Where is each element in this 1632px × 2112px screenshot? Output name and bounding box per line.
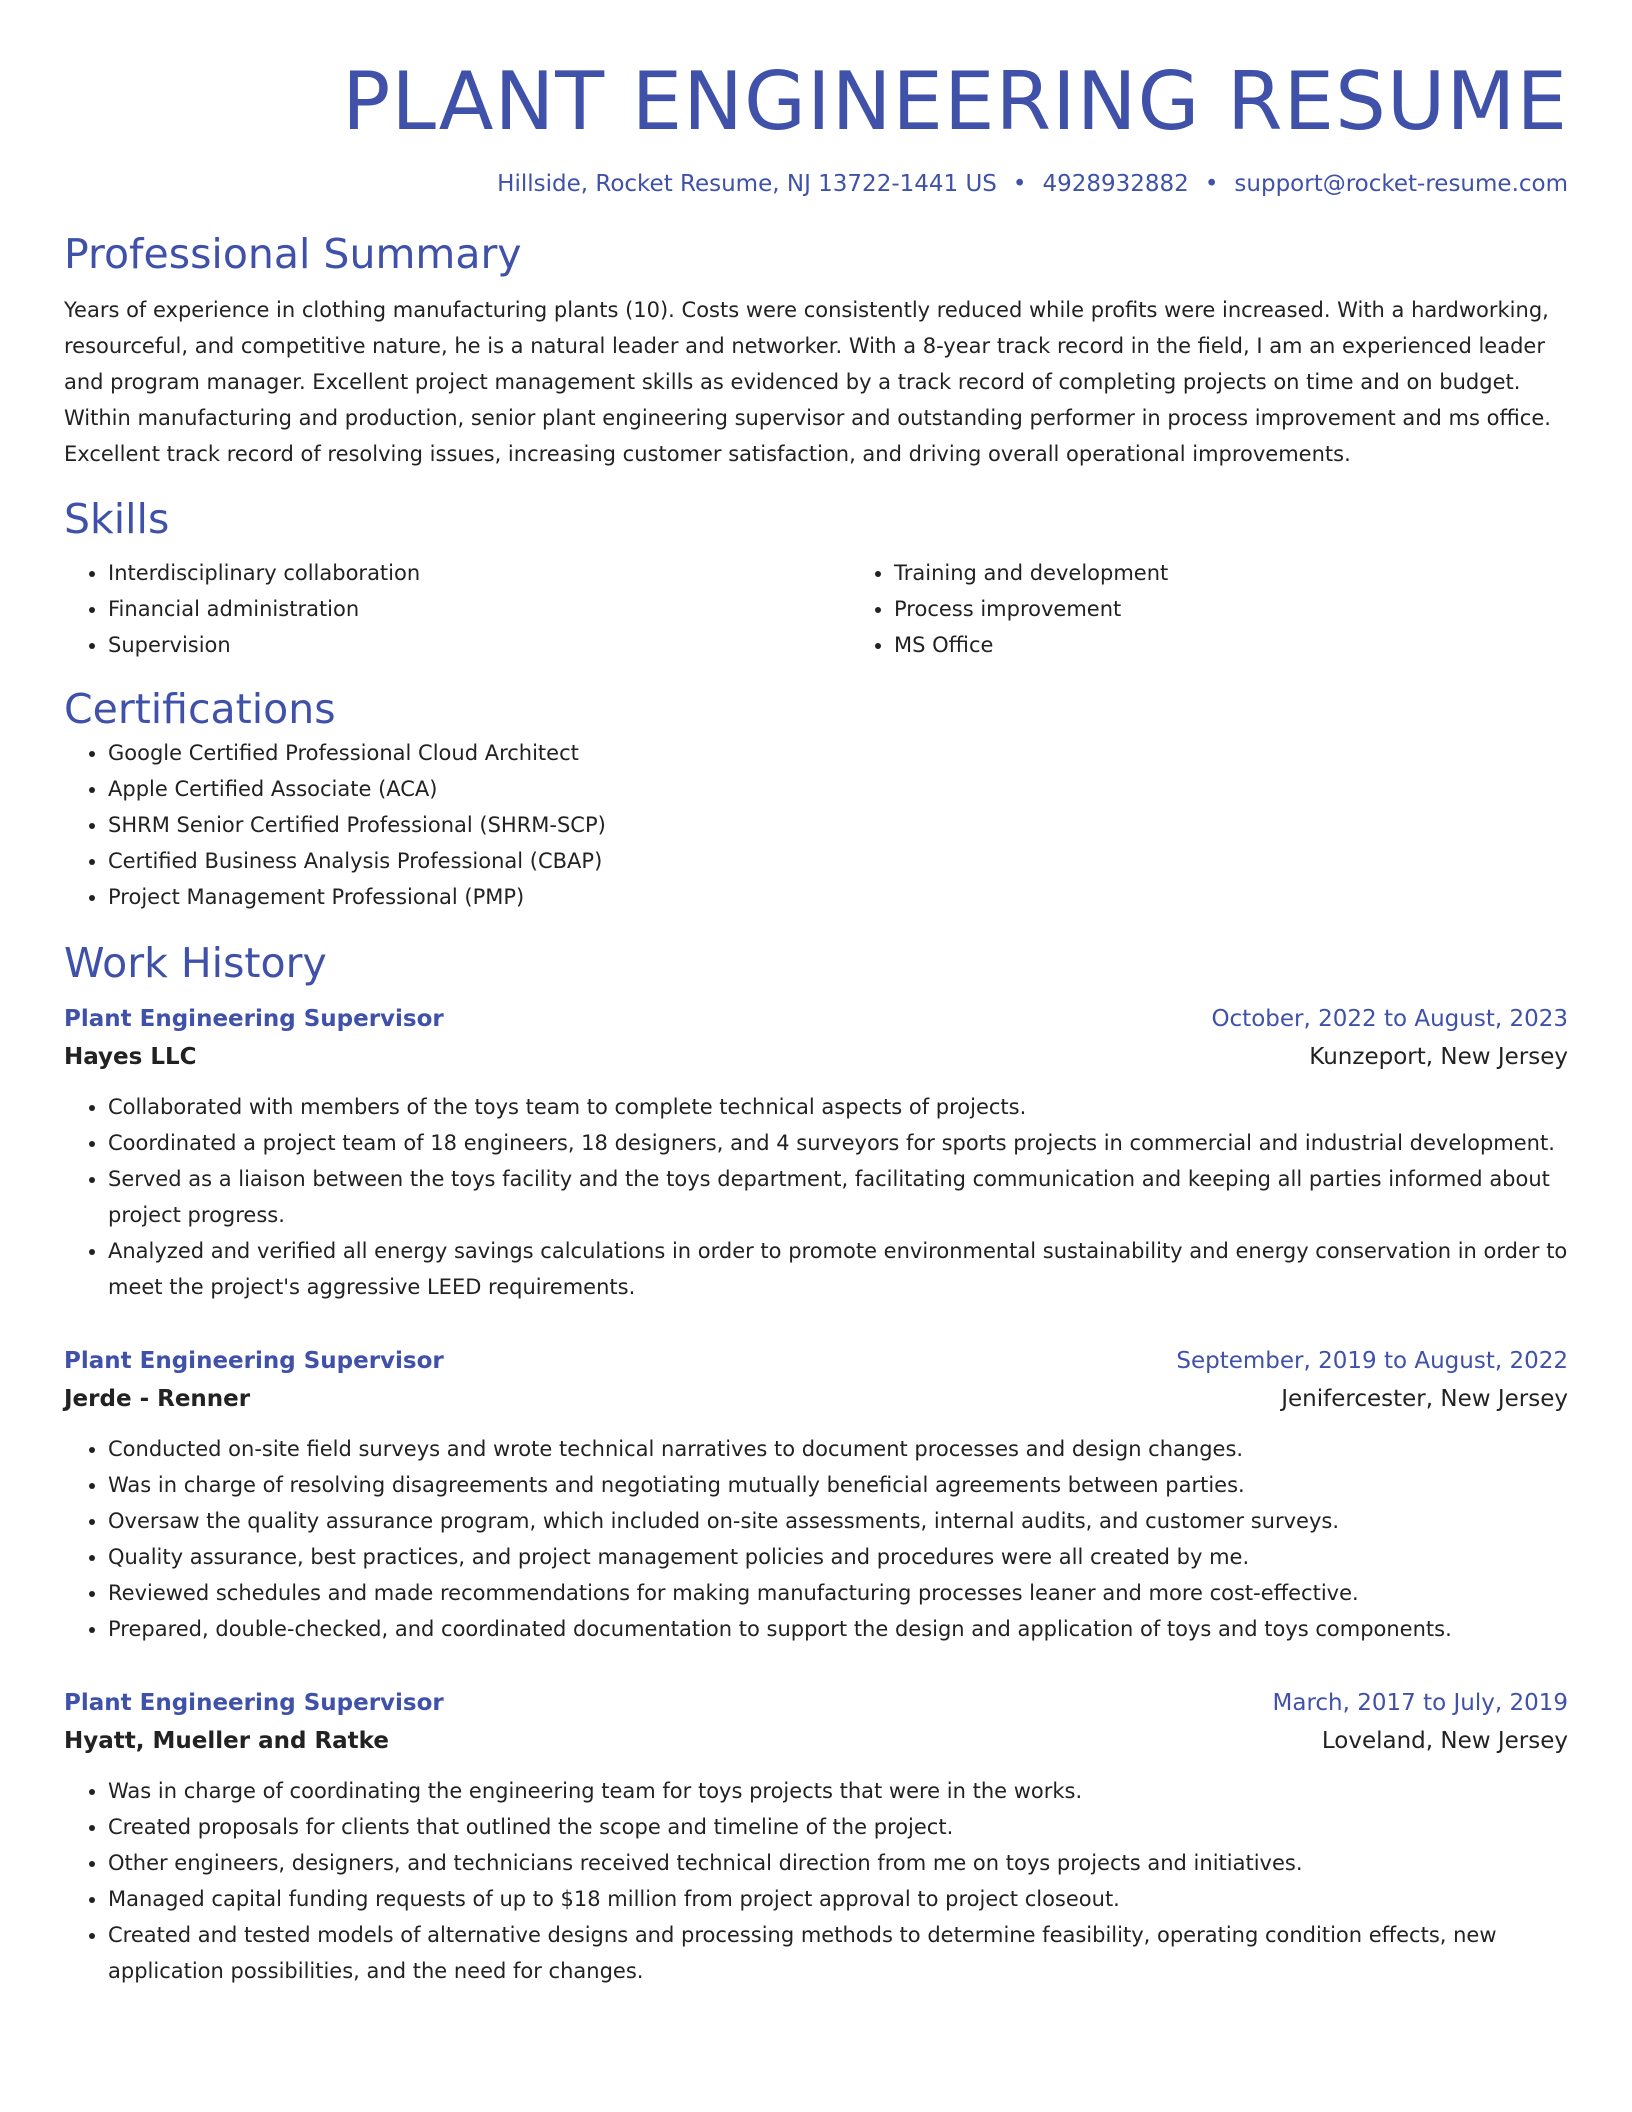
job-role: Plant Engineering Supervisor — [64, 1690, 444, 1716]
job-bullet: • Conducted on-site field surveys and wrote technical narratives to document processes and design changes. — [108, 1431, 1568, 1467]
skill-item: • Training and development — [894, 555, 1632, 591]
job-header-row — [64, 1685, 1568, 1721]
certification-item: • Google Certified Professional Cloud Architect — [108, 735, 1568, 771]
skill-item: • Interdisciplinary collaboration — [108, 555, 850, 591]
job-bullet: • Analyzed and verified all energy savings calculations in order to promote environmental sustainability and energy conservation in order to meet the project's aggressive LEED requirements. — [108, 1233, 1568, 1305]
job-entry — [64, 1685, 1568, 1989]
summary-section — [64, 228, 1568, 472]
job-role: Plant Engineering Supervisor — [64, 1348, 444, 1374]
skill-item: • MS Office — [894, 627, 1632, 663]
job-bullets — [64, 1089, 1568, 1305]
job-bullet: • Oversaw the quality assurance program, which included on-site assessments, internal audits, and customer surveys. — [108, 1503, 1568, 1539]
job-bullet: • Served as a liaison between the toys facility and the toys department, facilitating communication and keeping all parties informed about project progress. — [108, 1161, 1568, 1233]
job-location: Jenifercester, New Jersey — [1281, 1386, 1568, 1412]
contact-line — [64, 168, 1568, 200]
job-bullet: • Coordinated a project team of 18 engineers, 18 designers, and 4 surveyors for sports projects in commercial and industrial development. — [108, 1125, 1568, 1161]
skill-item: • Supervision — [108, 627, 850, 663]
job-company-row — [64, 1037, 1568, 1077]
job-bullet: • Created proposals for clients that outlined the scope and timeline of the project. — [108, 1809, 1568, 1845]
certifications-heading: Certifications — [64, 685, 336, 733]
job-dates: September, 2019 to August, 2022 — [1176, 1348, 1568, 1374]
job-role: Plant Engineering Supervisor — [64, 1006, 444, 1032]
summary-text: Years of experience in clothing manufacturing plants (10). Costs were consistently reduced while profits were increased. With a hardworking, resourceful, and competitive nature, he is a natural leader and networker. With a 8-year track record in the field, I am an experienced leader and program manager. Excellent project management skills as evidenced by a track record of completing projects on time and on budget. Within manufacturing and production, senior plant engineering supervisor and outstanding performer in process improvement and ms office. Excellent track record of resolving issues, increasing customer satisfaction, and driving overall operational improvements. — [64, 298, 1551, 466]
contact-separator: • — [1204, 171, 1219, 197]
job-company: Hayes LLC — [64, 1044, 197, 1070]
certification-item: • SHRM Senior Certified Professional (SHRM-SCP) — [108, 807, 1568, 843]
job-dates: March, 2017 to July, 2019 — [1272, 1690, 1568, 1716]
job-entry — [64, 1001, 1568, 1305]
job-company-row — [64, 1721, 1568, 1761]
certification-item: • Certified Business Analysis Professional (CBAP) — [108, 843, 1568, 879]
contact-phone[interactable]: 4928932882 — [1042, 171, 1189, 197]
work-history-heading: Work History — [64, 939, 327, 987]
job-location: Kunzeport, New Jersey — [1309, 1044, 1568, 1070]
job-header-row — [64, 1343, 1568, 1379]
skills-left-list — [64, 555, 850, 663]
job-bullets — [64, 1431, 1568, 1647]
skills-right-list — [850, 555, 1632, 663]
contact-email[interactable]: support@rocket-resume.com — [1234, 171, 1568, 197]
work-history-section — [64, 937, 1568, 1989]
certification-item: • Apple Certified Associate (ACA) — [108, 771, 1568, 807]
job-bullet: • Quality assurance, best practices, and project management policies and procedures were all created by me. — [108, 1539, 1568, 1575]
job-bullet: • Reviewed schedules and made recommendations for making manufacturing processes leaner and more cost-effective. — [108, 1575, 1568, 1611]
job-company-row — [64, 1379, 1568, 1419]
contact-address: Hillside, Rocket Resume, NJ 13722-1441 US — [497, 171, 997, 197]
skills-section — [64, 493, 1568, 663]
skill-item: • Financial administration — [108, 591, 850, 627]
skills-heading: Skills — [64, 495, 170, 543]
job-header-row — [64, 1001, 1568, 1037]
summary-heading: Professional Summary — [64, 230, 522, 278]
skills-columns — [64, 555, 1568, 663]
certifications-section — [64, 683, 1568, 915]
job-entry — [64, 1343, 1568, 1647]
job-location: Loveland, New Jersey — [1321, 1728, 1568, 1754]
job-bullets — [64, 1773, 1568, 1989]
job-bullet: • Other engineers, designers, and technicians received technical direction from me on toys projects and initiatives. — [108, 1845, 1568, 1881]
job-dates: October, 2022 to August, 2023 — [1211, 1006, 1568, 1032]
certifications-list — [64, 735, 1568, 915]
job-bullet: • Collaborated with members of the toys team to complete technical aspects of projects. — [108, 1089, 1568, 1125]
certification-item: • Project Management Professional (PMP) — [108, 879, 1568, 915]
skill-item: • Process improvement — [894, 591, 1632, 627]
resume-title: PLANT ENGINEERING RESUME — [342, 55, 1568, 148]
job-bullet: • Was in charge of resolving disagreements and negotiating mutually beneficial agreements between parties. — [108, 1467, 1568, 1503]
job-bullet: • Was in charge of coordinating the engineering team for toys projects that were in the works. — [108, 1773, 1568, 1809]
contact-separator: • — [1012, 171, 1027, 197]
job-company: Hyatt, Mueller and Ratke — [64, 1728, 389, 1754]
job-bullet: • Managed capital funding requests of up to $18 million from project approval to project closeout. — [108, 1881, 1568, 1917]
job-company: Jerde - Renner — [64, 1386, 251, 1412]
job-bullet: • Prepared, double-checked, and coordinated documentation to support the design and application of toys and toys components. — [108, 1611, 1568, 1647]
job-bullet: • Created and tested models of alternative designs and processing methods to determine feasibility, operating condition effects, new application possibilities, and the need for changes. — [108, 1917, 1568, 1989]
